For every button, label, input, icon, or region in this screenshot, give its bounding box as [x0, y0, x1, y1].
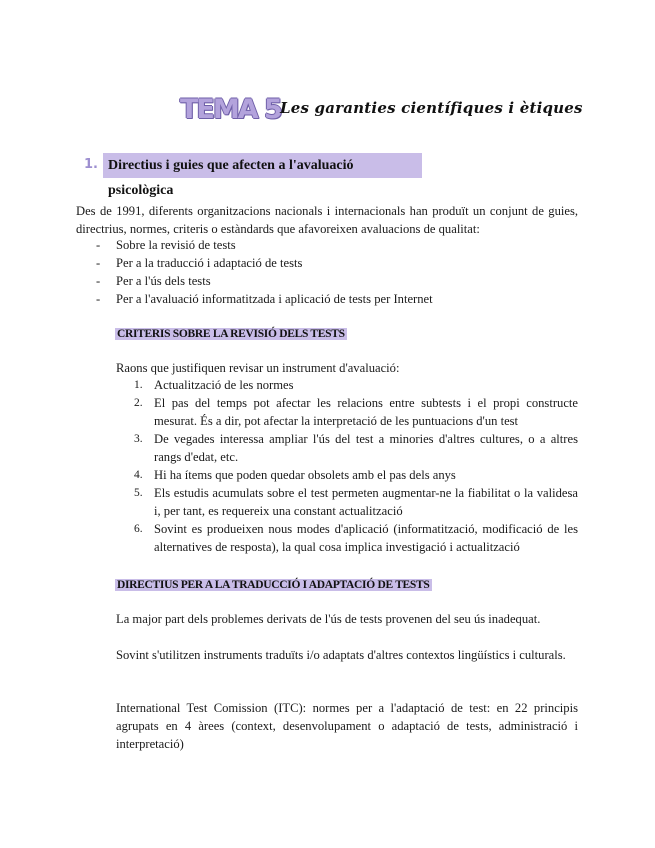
section-number: 1.	[84, 157, 98, 172]
item-number: 1.	[134, 379, 143, 391]
criteris-heading: CRITERIS SOBRE LA REVISIÓ DELS TESTS	[117, 328, 345, 340]
item-number: 4.	[134, 469, 143, 481]
list-item: - Per a l'ús dels tests	[96, 274, 211, 288]
bullet-list	[96, 236, 433, 308]
paragraph: International Test Comission (ITC): normes per a l'adaptació de test: en 22 principis agrupats en 4 àrees (context, desenvolupament o adaptació de tests, administració i interpretació)	[116, 701, 578, 751]
list-item	[134, 520, 578, 556]
list-item-text: Hi ha ítems que poden quedar obsolets amb el pas dels anys	[154, 468, 456, 482]
reasons-list	[134, 376, 578, 556]
list-item	[134, 484, 578, 520]
list-item	[134, 394, 578, 430]
intro-paragraph: Des de 1991, diferents organitzacions nacionals i internacionals han produït un conjunt de guies, directrius, normes, criteris o estàndards que afavoreixen avaluacions de qualitat:	[76, 204, 578, 236]
list-item-text: Per a l'ús dels tests	[116, 274, 211, 288]
list-item-text: Actualització de les normes	[154, 378, 294, 392]
directius-heading: DIRECTIUS PER A LA TRADUCCIÓ I ADAPTACIÓ DE TESTS	[117, 579, 430, 591]
item-number: 5.	[134, 487, 143, 499]
list-item: - Sobre la revisió de tests	[96, 238, 236, 252]
list-item: - Per a l'avaluació informatitzada i aplicació de tests per Internet	[96, 292, 433, 306]
title-tema: TEMA 5	[180, 94, 281, 125]
item-number: 2.	[134, 397, 143, 409]
item-number: 6.	[134, 523, 143, 535]
title-subtitle: Les garanties científiques i ètiques	[280, 99, 583, 117]
paragraph: La major part dels problemes derivats de l'ús de tests provenen del seu ús inadequat.	[116, 612, 541, 626]
list-item	[134, 430, 578, 466]
list-item	[134, 376, 578, 394]
list-item-text: Per a la traducció i adaptació de tests	[116, 256, 303, 270]
list-item-text: Per a l'avaluació informatitzada i aplicació de tests per Internet	[116, 292, 433, 306]
section-heading: Directius i guies que afecten a l'avaluació psicològica	[103, 153, 422, 178]
list-item: - Per a la traducció i adaptació de tests	[96, 256, 303, 270]
list-item-text: Els estudis acumulats sobre el test permeten augmentar-ne la fiabilitat o la validesa i, per tant, es requereix una constant actualització	[154, 486, 578, 518]
reasons-intro: Raons que justifiquen revisar un instrument d'avaluació:	[116, 361, 400, 375]
list-item	[134, 466, 578, 484]
list-item-text: Sobre la revisió de tests	[116, 238, 236, 252]
item-number: 3.	[134, 433, 143, 445]
list-item-text: De vegades interessa ampliar l'ús del test a minories d'altres cultures, o a altres rangs d'edat, etc.	[154, 432, 578, 464]
paragraph: Sovint s'utilitzen instruments traduïts i/o adaptats d'altres contextos lingüístics i culturals.	[116, 648, 566, 662]
list-item-text: El pas del temps pot afectar les relacions entre subtests i el propi constructe mesurat. És a dir, pot afectar la interpretació de les puntuacions d'un test	[154, 396, 578, 428]
list-item-text: Sovint es produeixen nous modes d'aplicació (informatització, modificació de les alternatives de resposta), la qual cosa implica investigació i actualització	[154, 522, 578, 554]
